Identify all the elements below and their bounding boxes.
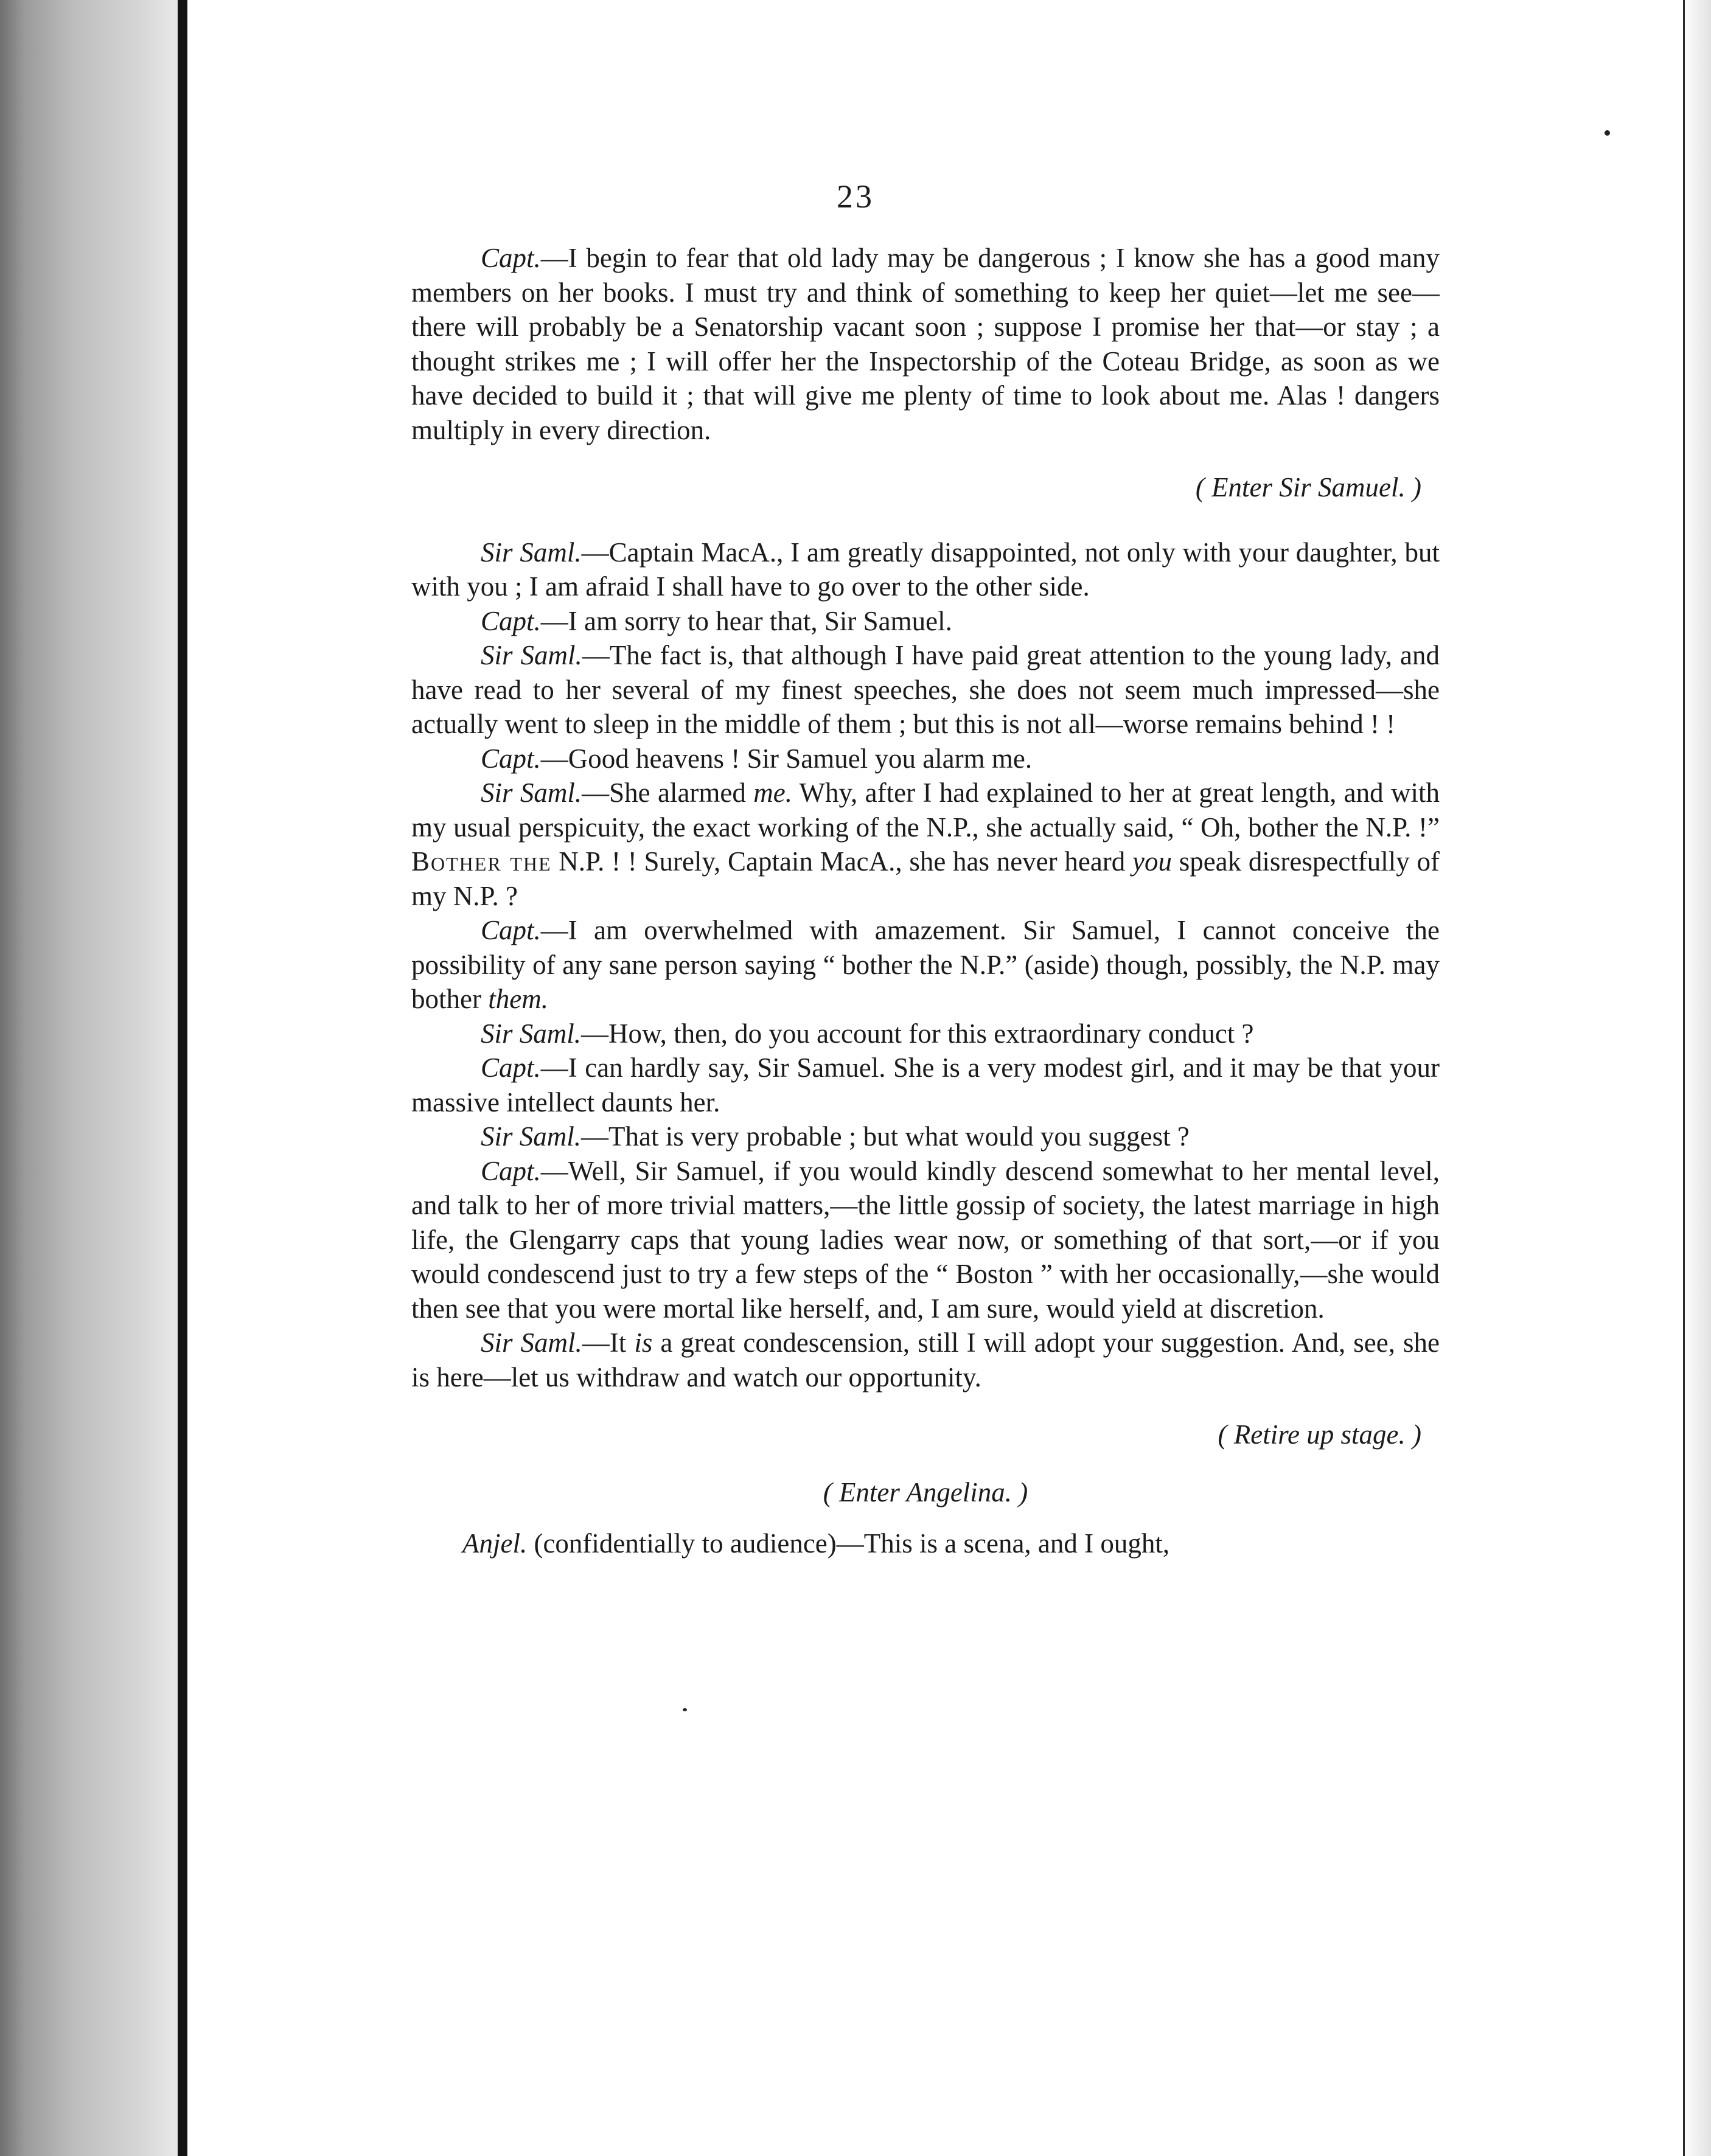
emphasis-text: is <box>634 1327 653 1358</box>
speech-text: speak disrespectfully of my N.P. ? <box>411 846 1440 911</box>
emphasis-text: them. <box>488 984 548 1014</box>
speech-capt-2 <box>411 604 1440 639</box>
speech-capt-5 <box>411 1051 1440 1119</box>
speech-capt-3 <box>411 742 1440 776</box>
emphasis-text: me. <box>753 777 792 808</box>
speech-text: —Well, Sir Samuel, if you would kindly descend somewhat to her mental level, and talk to her of more trivial matters,—the little gossip of society, the latest marriage in high life, the Glengarry caps that young ladies wear now, or something of that sort,—or if you would condescend just to try a few steps of the “ Boston ” with her occasionally,—she would then see that you were mortal like herself, and, I am sure, would yield at discretion. <box>411 1155 1440 1324</box>
print-speck <box>683 1708 687 1711</box>
small-caps-text: Bother the <box>411 846 552 877</box>
speech-sir-saml-5 <box>411 1119 1440 1154</box>
speaker-label: Capt. <box>481 743 541 774</box>
speech-capt-6 <box>411 1154 1440 1326</box>
speech-sir-saml-4 <box>411 1017 1440 1051</box>
speech-sir-saml-6 <box>411 1326 1440 1394</box>
speech-text: —How, then, do you account for this extraordinary conduct ? <box>581 1018 1254 1049</box>
speaker-label: Capt. <box>481 1052 541 1083</box>
speech-text: —I begin to fear that old lady may be dangerous ; I know she has a good many members on her books. I must try and think of something to keep her quiet—let me see—there will probably be a Senatorship vacant soon ; suppose I promise her that—or stay ; a thought strikes me ; I will offer her the Inspectorship of the Coteau Bridge, as soon as we have decided to build it ; that will give me plenty of time to look about me. Alas ! dangers multiply in every direction. <box>411 243 1440 445</box>
speaker-label: Capt. <box>481 1155 541 1186</box>
speaker-label: Sir Saml. <box>481 537 582 568</box>
speech-capt-1 <box>411 241 1440 447</box>
speaker-label: Anjel. <box>462 1528 528 1559</box>
speaker-label: Capt. <box>481 243 541 273</box>
speaker-label: Sir Saml. <box>481 640 582 670</box>
speech-text: —I can hardly say, Sir Samuel. She is a very modest girl, and it may be that your massive intellect daunts her. <box>411 1052 1440 1118</box>
speaker-label: Sir Saml. <box>481 777 582 808</box>
speech-sir-saml-1 <box>411 535 1440 604</box>
page-right-edge <box>1682 0 1711 2156</box>
stage-direction-retire-up-stage: ( Retire up stage. ) <box>1218 1419 1421 1450</box>
speaker-label: Sir Saml. <box>481 1327 582 1358</box>
stage-direction-enter-sir-samuel: ( Enter Sir Samuel. ) <box>1195 472 1421 502</box>
emphasis-text: you <box>1132 846 1172 877</box>
stage-direction-enter-angelina: ( Enter Angelina. ) <box>823 1476 1028 1507</box>
speech-sir-saml-3 <box>411 776 1440 913</box>
speech-text: a great condescension, still I will adopt your suggestion. And, see, she is here—let us withdraw and watch our opportunity. <box>411 1327 1440 1393</box>
speech-anjel-1 <box>411 1526 1440 1561</box>
speech-text: —Captain MacA., I am greatly disappointed, not only with your daughter, but with you ; I am afraid I shall have to go over to the other side. <box>411 537 1440 602</box>
speech-text: —The fact is, that although I have paid great attention to the young lady, and have read to her several of my finest speeches, she does not seem much impressed—she actually went to sleep in the middle of them ; but this is not all—worse remains behind ! ! <box>411 640 1440 739</box>
speech-sir-saml-2 <box>411 638 1440 742</box>
speech-capt-4 <box>411 913 1440 1017</box>
page-right-border <box>1683 0 1685 2156</box>
speech-text: —I am sorry to hear that, Sir Samuel. <box>540 605 952 636</box>
speech-text: —That is very probable ; but what would you suggest ? <box>581 1121 1190 1152</box>
speech-text: Why, after I had explained to her at great length, and with my usual perspicuity, the exact working of the N.P., she actually said, “ Oh, bother the N.P. !” <box>411 777 1440 843</box>
book-binding-shadow <box>0 0 178 2156</box>
speaker-label: Sir Saml. <box>481 1121 582 1152</box>
speaker-label: Capt. <box>481 915 541 945</box>
speaker-label: Sir Saml. <box>481 1018 582 1049</box>
speech-text: N.P. ! ! Surely, Captain MacA., she has never heard <box>551 846 1132 877</box>
speaker-label: Capt. <box>481 605 541 636</box>
play-text <box>411 241 1440 1561</box>
speech-text: —Good heavens ! Sir Samuel you alarm me. <box>540 743 1033 774</box>
page-number: 23 <box>837 178 874 215</box>
speech-text: —I am overwhelmed with amazement. Sir Samuel, I cannot conceive the possibility of any sane person saying “ bother the N.P.” (aside) though, possibly, the N.P. may bother <box>411 915 1440 1014</box>
book-gutter-edge <box>178 0 187 2156</box>
speech-text: —She alarmed <box>582 777 754 808</box>
speech-text: (confidentially to audience)—This is a scena, and I ought, <box>527 1528 1170 1559</box>
print-speck <box>1605 130 1610 136</box>
speech-text: —It <box>582 1327 635 1358</box>
